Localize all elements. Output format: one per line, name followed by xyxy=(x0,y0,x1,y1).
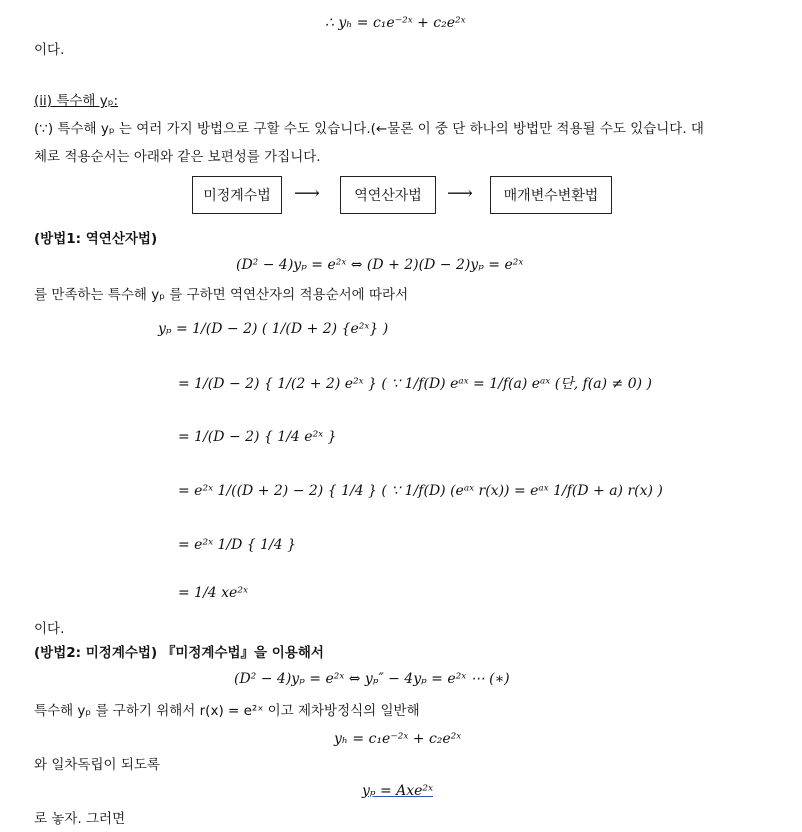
method2-heading: (방법2: 미정계수법) 『미정계수법』을 이용해서 xyxy=(34,645,324,661)
homogeneous-solution: yₕ = c₁e⁻²ˣ + c₂e²ˣ xyxy=(334,731,462,747)
arrow-icon: ⟶ xyxy=(447,183,473,204)
derivation-step: yₚ = 1/(D − 2) ( 1/(D + 2) {e²ˣ} ) xyxy=(158,321,389,337)
text-line: 와 일차독립이 되도록 xyxy=(34,757,160,773)
text-line: 체로 적용순서는 아래와 같은 보편성를 가집니다. xyxy=(34,149,321,165)
derivation-step: = 1/(D − 2) { 1/4 e²ˣ } xyxy=(178,429,337,445)
text-line: 를 만족하는 특수해 yₚ 를 구하면 역연산자의 적용순서에 따라서 xyxy=(34,287,409,303)
equation: (D² − 4)yₚ = e²ˣ ⇔ (D + 2)(D − 2)yₚ = e²ˣ xyxy=(236,257,524,273)
method-box-variation: 매개변수변환법 xyxy=(490,176,612,214)
text-line: 이다. xyxy=(34,42,65,58)
method-box-inverse: 역연산자법 xyxy=(340,176,436,214)
derivation-step: = 1/(D − 2) { 1/(2 + 2) e²ˣ } ( ∵ 1/f(D) eᵃˣ = 1/f(a) eᵃˣ (단, f(a) ≠ 0) ) xyxy=(178,376,652,392)
derivation-step: = e²ˣ 1/D { 1/4 } xyxy=(178,537,297,553)
derivation-step: = 1/4 xe²ˣ xyxy=(178,585,248,601)
method-box-undetermined: 미정계수법 xyxy=(192,176,282,214)
method1-heading: (방법1: 역연산자법) xyxy=(34,231,158,247)
homogeneous-solution: ∴ yₕ = c₁e⁻²ˣ + c₂e²ˣ xyxy=(325,15,466,31)
section-heading: (ii) 특수해 yₚ: xyxy=(34,93,119,109)
derivation-step: = e²ˣ 1/((D + 2) − 2) { 1/4 } ( ∵ 1/f(D) (eᵃˣ r(x)) = eᵃˣ 1/f(D + a) r(x) ) xyxy=(178,483,663,499)
text-line: (∵) 특수해 yₚ 는 여러 가지 방법으로 구할 수도 있습니다.(←물론 이 중 단 하나의 방법만 적용될 수도 있습니다. 대 xyxy=(34,121,704,137)
text-line: 특수해 yₚ 를 구하기 위해서 r(x) = e²ˣ 이고 제차방정식의 일반해 xyxy=(34,703,420,719)
trial-solution: yₚ = Axe²ˣ xyxy=(362,783,434,799)
arrow-icon: ⟶ xyxy=(294,183,320,204)
text-line: 로 놓자. 그러면 xyxy=(34,811,126,827)
text-line: 이다. xyxy=(34,621,65,637)
equation: (D² − 4)yₚ = e²ˣ ⇔ yₚ″ − 4yₚ = e²ˣ ⋯ (∗) xyxy=(234,671,510,687)
